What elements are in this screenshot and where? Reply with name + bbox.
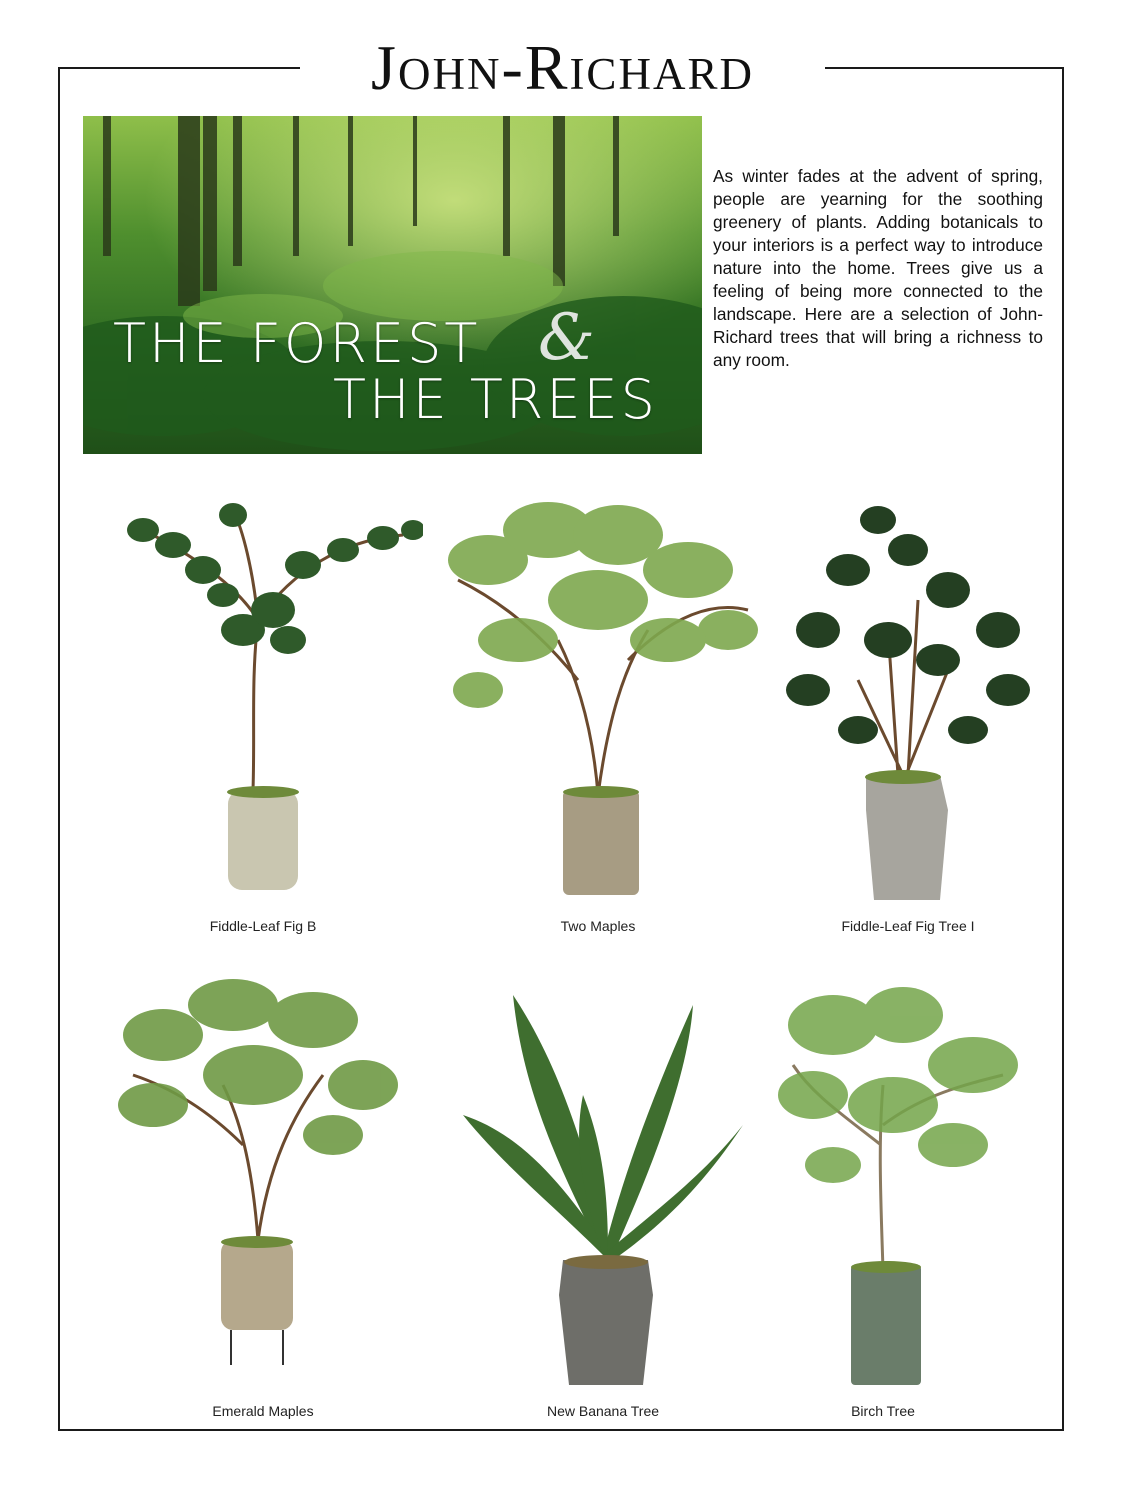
intro-paragraph: As winter fades at the advent of spring, people are yearning for the soothing greenery of plants. Adding botanicals to your interiors is a perfect way to introduce nature into the home. Trees give us a feeling of being more connected to the landscape. Here are a selection of John-Richard trees that will bring a richness to any room. [713, 166, 1043, 370]
product-name: Two Maples [560, 918, 636, 934]
two-maples-image [438, 490, 758, 910]
hero-title-line1: THE FOREST [113, 312, 481, 375]
product-name: Fiddle-Leaf Fig Tree I [841, 918, 975, 934]
product-fiddle-leaf-fig-b[interactable] [103, 490, 423, 950]
product-two-maples[interactable] [438, 490, 758, 950]
new-banana-tree-image [443, 975, 763, 1395]
product-emerald-maples[interactable] [103, 975, 423, 1435]
brand-logo: John-Richard [300, 28, 825, 108]
product-fiddle-leaf-fig-tree-i[interactable] [748, 490, 1068, 950]
product-name: New Banana Tree [546, 1403, 660, 1419]
hero-ampersand: & [538, 301, 595, 375]
fiddle-leaf-fig-tree-i-image [748, 490, 1068, 910]
hero-forest-image [83, 116, 702, 454]
product-name: Fiddle-Leaf Fig B [209, 918, 317, 934]
birch-tree-image [723, 975, 1043, 1395]
emerald-maples-image [103, 975, 423, 1395]
product-new-banana-tree[interactable] [443, 975, 763, 1435]
product-name: Emerald Maples [212, 1403, 314, 1419]
product-birch-tree[interactable] [723, 975, 1043, 1435]
product-name: Birch Tree [851, 1403, 915, 1419]
fiddle-leaf-fig-b-image [103, 490, 423, 910]
hero-title-line2: THE TREES [333, 368, 658, 431]
